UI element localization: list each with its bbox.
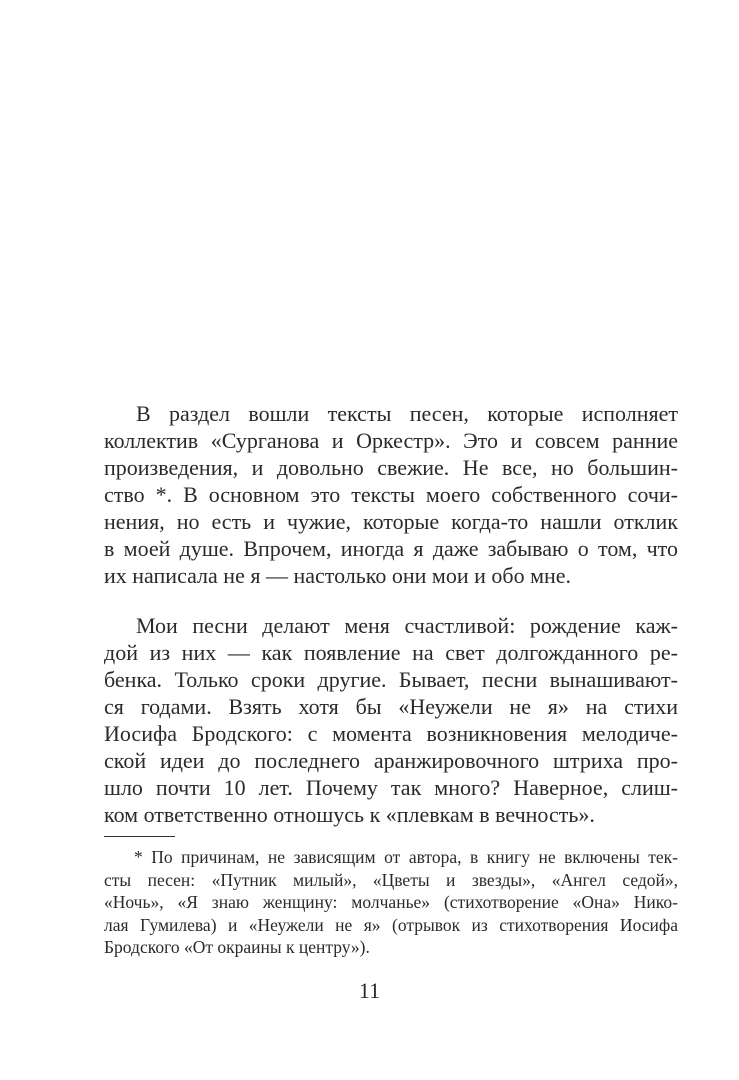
text-line: Иосифа Бродского: с момента возникновения мелодиче- xyxy=(104,721,678,746)
text-line: ся годами. Взять хотя бы «Неужели не я» на стихи xyxy=(104,694,678,719)
footnote-line: Бродского «От окраины к центру»). xyxy=(104,937,370,957)
text-line: В раздел вошли тексты песен, которые исполняет xyxy=(136,401,678,426)
text-line: Мои песни делают меня счастливой: рождение каж- xyxy=(136,613,678,638)
footnote-divider xyxy=(104,836,175,837)
text-line: дой из них — как появление на свет долгожданного ре- xyxy=(104,640,678,665)
footnote-line: лая Гумилева) и «Неужели не я» (отрывок из стихотворения Иосифа xyxy=(104,914,678,935)
footnote-line: * По причинам, не зависящим от автора, в книгу не включены тек- xyxy=(134,847,678,867)
text-line: ком ответственно отношусь к «плевкам в вечность». xyxy=(104,802,595,827)
page-number: 11 xyxy=(358,978,381,1003)
text-line: их написала не я — настолько они мои и обо мне. xyxy=(104,563,572,588)
footnote-line: сты песен: «Путник милый», «Цветы и звезды», «Ангел седой», xyxy=(104,869,678,890)
paragraph-1 xyxy=(104,400,678,589)
text-line: ство *. В основном это тексты моего собственного сочи- xyxy=(104,482,678,507)
paragraph-2 xyxy=(104,612,678,828)
text-line: шло почти 10 лет. Почему так много? Наверное, слиш- xyxy=(104,775,678,800)
footnote xyxy=(104,846,678,959)
text-line: ской идеи до последнего аранжировочного штриха про- xyxy=(104,748,678,773)
text-line: в моей душе. Впрочем, иногда я даже забываю о том, что xyxy=(104,536,678,561)
text-line: бенка. Только сроки другие. Бывает, песни вынашивают- xyxy=(104,667,678,692)
text-line: коллектив «Сурганова и Оркестр». Это и совсем ранние xyxy=(104,428,678,453)
footnote-line: «Ночь», «Я знаю женщину: молчанье» (стихотворение «Она» Нико- xyxy=(104,892,678,912)
text-line: нения, но есть и чужие, которые когда-то нашли отклик xyxy=(104,509,678,534)
text-line: произведения, и довольно свежие. Не все, но большин- xyxy=(104,455,678,480)
